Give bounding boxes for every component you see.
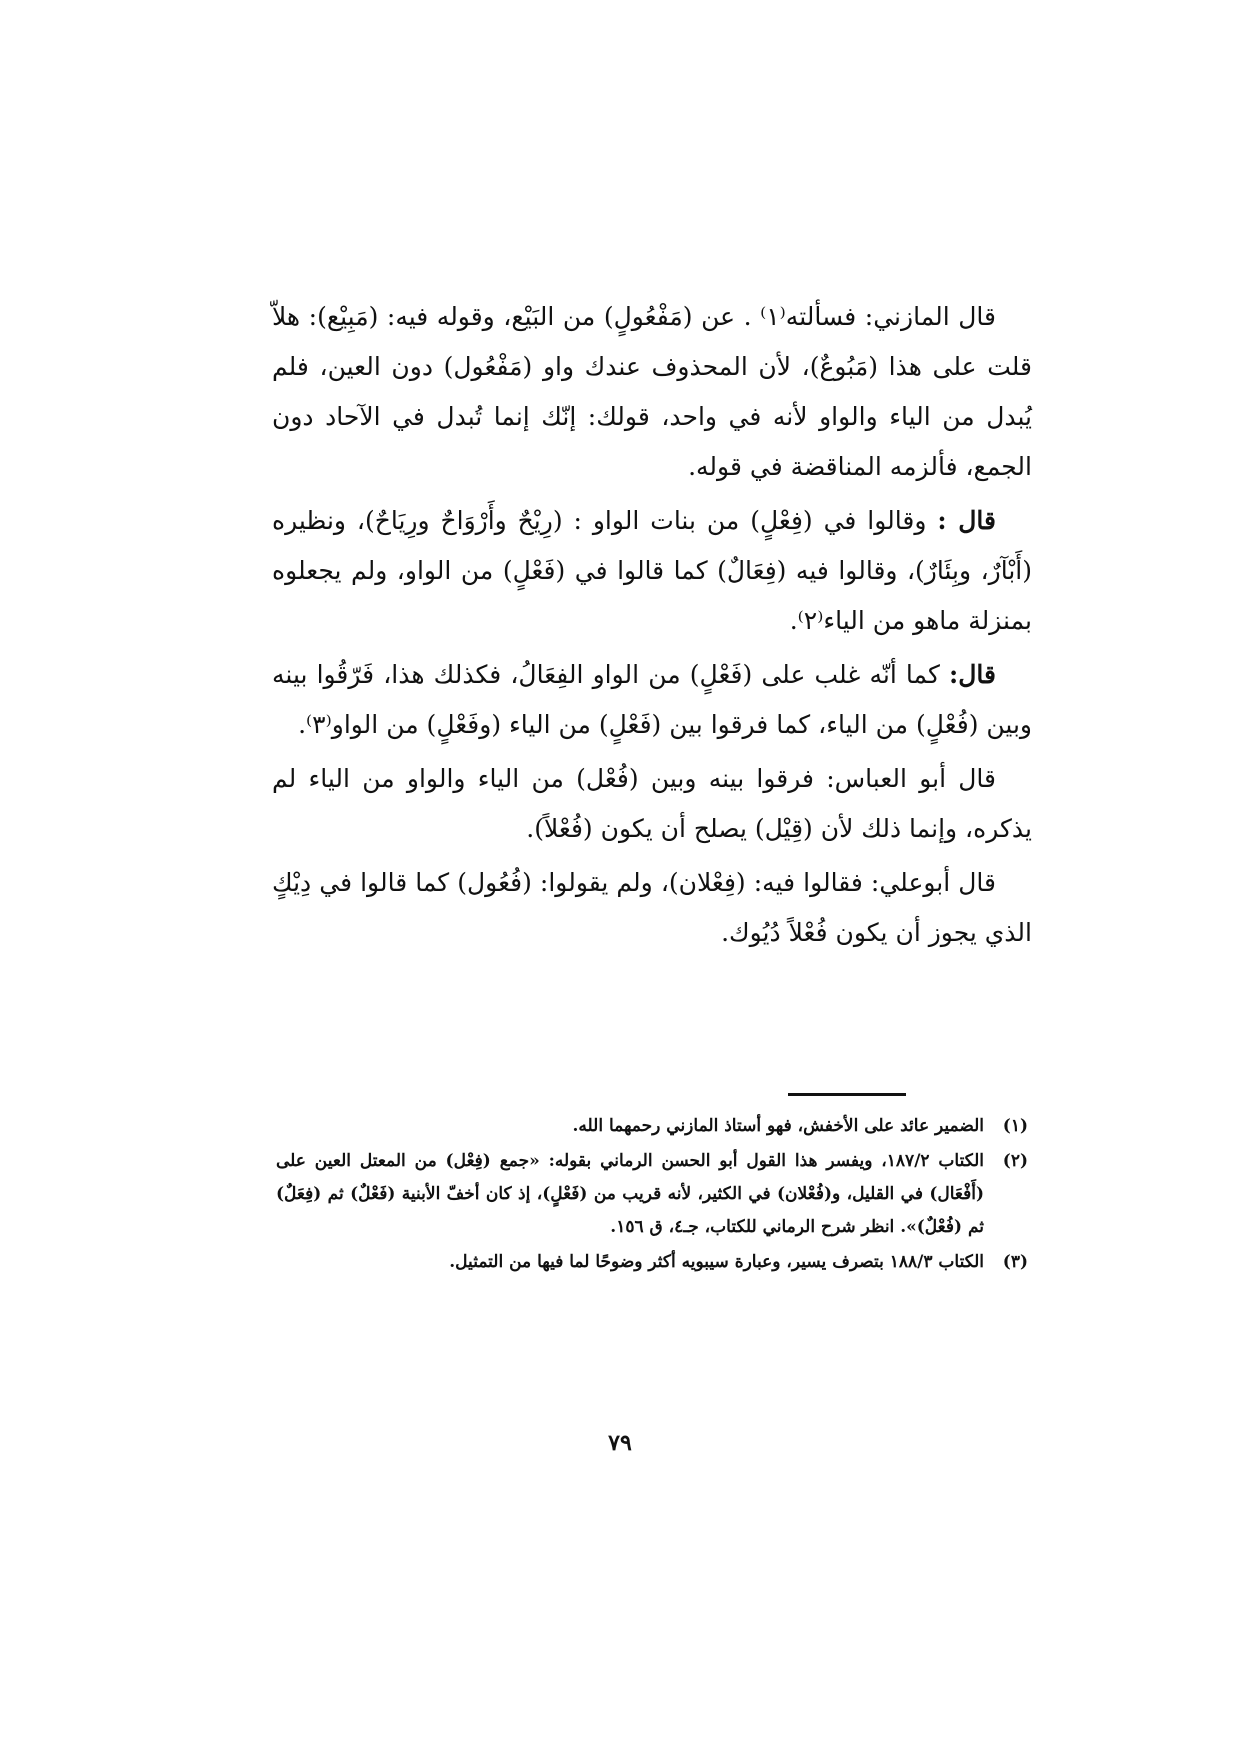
- footnotes-block: [276, 1110, 1028, 1281]
- page-number: ٧٩: [608, 1430, 632, 1456]
- footnote-item: [276, 1246, 1028, 1279]
- footnote-item: [276, 1145, 1028, 1244]
- footnote-separator: [788, 1093, 906, 1096]
- paragraph-text: كما أنّه غلب على (فَعْلٍ) من الواو الفِعَالُ، فكذلك هذا، فَرّقُوا بينه وبين (فُعْلٍ) من الياء، كما فرقوا بين (فَعْلٍ) من الياء (وفَعْلٍ) من الواو⁽٣⁾.: [272, 660, 1032, 739]
- footnote-text: الكتاب ١٨٧/٢، ويفسر هذا القول أبو الحسن الرماني بقوله: «جمع (فِعْل) من المعتل العين على (أَفْعَال) في القليل، و(فُعْلان) في الكثير، لأنه قريب من (فَعْلٍ)، إذ كان أخفّ الأبنية (فَعْلٌ) ثم (فِعَلٌ) ثم (فُعْلٌ)». انظر شرح الرماني للكتاب، جـ٤، ق ١٥٦.: [276, 1151, 984, 1237]
- paragraph-lead: قال:: [949, 660, 996, 689]
- footnote-number: (٢): [1002, 1151, 1028, 1171]
- paragraph-text: قال أبو العباس: فرقوا بينه وبين (فُعْل) من الياء والواو من الياء لم يذكره، وإنما ذلك لأن (قِيْل) يصلح أن يكون (فُعْلاً).: [272, 764, 1032, 843]
- footnote-number: (٣): [1002, 1252, 1028, 1272]
- footnote-item: [276, 1110, 1028, 1143]
- footnote-number: (١): [1002, 1116, 1028, 1136]
- paragraph-1: [272, 292, 1032, 492]
- paragraph-5: [272, 858, 1032, 958]
- footnote-text: الكتاب ١٨٨/٣ بتصرف يسير، وعبارة سيبويه أكثر وضوحًا لما فيها من التمثيل.: [449, 1252, 984, 1272]
- footnote-text: الضمير عائد على الأخفش، فهو أستاذ المازني رحمهما الله.: [572, 1116, 984, 1136]
- paragraph-2: [272, 496, 1032, 646]
- paragraph-text: وقالوا في (فِعْلٍ) من بنات الواو : (رِيْحٌ وأَرْوَاحٌ ورِيَاحٌ)، ونظيره (أَبْآرٌ، وبِئَارٌ)، وقالوا فيه (فِعَالٌ) كما قالوا في (فَعْلٍ) من الواو، ولم يجعلوه بمنزلة ماهو من الياء⁽٢⁾.: [272, 506, 1032, 635]
- paragraph-text: قال المازني: فسألته⁽١⁾ . عن (مَفْعُولٍ) من البَيْع، وقوله فيه: (مَبِيْع): هلاّ قلت على هذا (مَبُوعٌ)، لأن المحذوف عندك واو (مَفْعُول) دون العين، فلم يُبدل من الياء والواو لأنه في واحد، قولك: إنّك إنما تُبدل في الآحاد دون الجمع، فألزمه المناقضة في قوله.: [272, 302, 1032, 481]
- paragraph-4: [272, 754, 1032, 854]
- paragraph-3: [272, 650, 1032, 750]
- paragraph-lead: قال :: [937, 506, 996, 535]
- paragraph-text: قال أبوعلي: فقالوا فيه: (فِعْلان)، ولم يقولوا: (فُعُول) كما قالوا في دِيْكٍ الذي يجوز أن يكون فُعْلاً دُيُوك.: [272, 868, 1032, 947]
- main-text-block: [272, 292, 1032, 958]
